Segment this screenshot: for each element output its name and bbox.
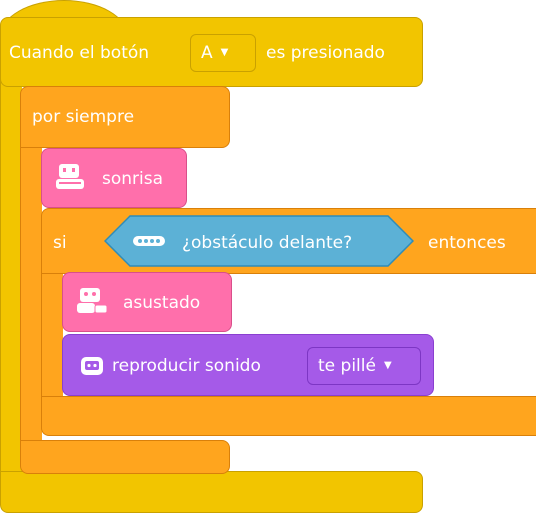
forever-block-left-arm [20, 140, 42, 452]
play-sound-block-label: reproducir sonido [112, 356, 261, 376]
if-block-label-si: si [53, 233, 67, 253]
robot-face-icon [54, 163, 88, 193]
button-dropdown-value: A [201, 43, 213, 63]
scared-block[interactable] [62, 272, 232, 332]
if-block[interactable] [41, 208, 536, 274]
distance-sensor-icon [132, 235, 166, 247]
condition-label: ¿obstáculo delante? [182, 233, 353, 253]
event-block-prefix: Cuando el botón [9, 43, 150, 63]
button-dropdown[interactable] [190, 34, 256, 72]
if-block-left-arm [41, 266, 63, 406]
forever-block-label: por siempre [32, 107, 135, 127]
forever-block[interactable] [20, 86, 230, 148]
sound-dropdown[interactable] [307, 347, 421, 385]
forever-block-bottom[interactable] [20, 440, 230, 474]
chevron-down-icon: ▼ [220, 47, 229, 58]
smile-block[interactable] [41, 148, 187, 208]
play-sound-block[interactable] [62, 334, 434, 396]
event-block-bottom[interactable] [0, 471, 423, 513]
event-block-suffix: es presionado [266, 43, 385, 63]
if-block-bottom[interactable] [41, 396, 536, 436]
event-block-left-arm [0, 70, 22, 490]
if-block-label-entonces: entonces [428, 233, 506, 253]
robot-face-icon [75, 287, 109, 317]
robot-head-icon [80, 356, 104, 376]
sound-dropdown-value: te pillé [318, 356, 376, 376]
chevron-down-icon: ▼ [383, 360, 392, 371]
smile-block-label: sonrisa [102, 169, 164, 189]
scared-block-label: asustado [123, 293, 201, 313]
event-block[interactable] [0, 17, 423, 87]
